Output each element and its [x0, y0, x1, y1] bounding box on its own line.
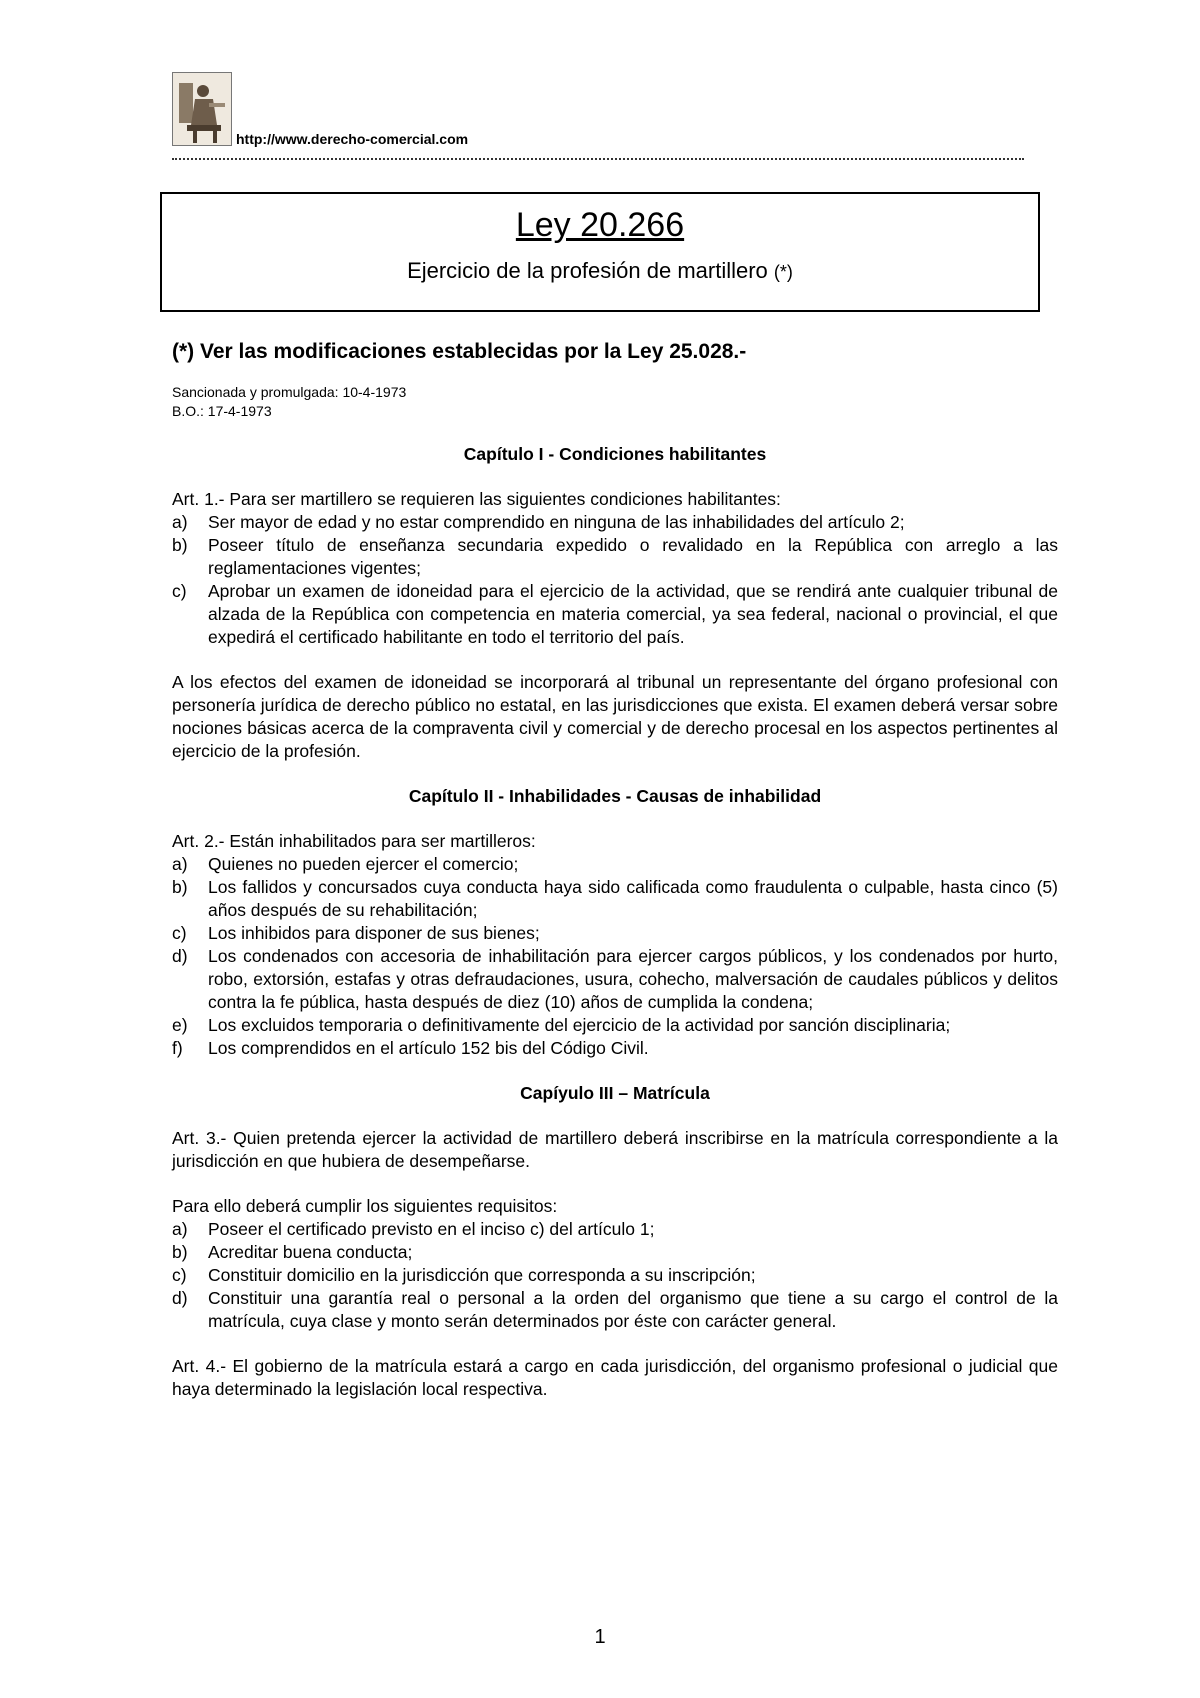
list-item — [172, 511, 1058, 534]
document-body — [172, 340, 1058, 1401]
law-subtitle-text: Ejercicio de la profesión de martillero — [407, 258, 768, 283]
list-item-label: c) — [172, 1265, 187, 1285]
header-url-link[interactable]: http://www.derecho-comercial.com — [236, 131, 469, 147]
modification-note: (*) Ver las modificaciones establecidas por la Ley 25.028.- — [172, 340, 747, 363]
list-item — [172, 1264, 1058, 1287]
list-item-label: d) — [172, 946, 188, 966]
chapter-2-heading: Capítulo II - Inhabilidades - Causas de inhabilidad — [408, 786, 822, 806]
page-number: 1 — [594, 1626, 606, 1648]
list-item — [172, 922, 1058, 945]
list-item — [172, 1014, 1058, 1037]
list-item-text: Quienes no pueden ejercer el comercio; — [208, 854, 519, 874]
list-item — [172, 945, 1058, 1014]
list-item-label: c) — [172, 581, 187, 601]
list-item-text: Poseer el certificado previsto en el inciso c) del artículo 1; — [208, 1219, 655, 1239]
chapter-3-heading: Capíyulo III – Matrícula — [520, 1083, 710, 1103]
chapter-1-heading: Capítulo I - Condiciones habilitantes — [463, 444, 767, 464]
list-item-label: a) — [172, 854, 188, 874]
art-2-list — [172, 853, 1058, 1060]
list-item — [172, 1241, 1058, 1264]
sanction-date: Sancionada y promulgada: 10-4-1973 — [172, 384, 407, 400]
list-item-label: c) — [172, 923, 187, 943]
list-item-text: Aprobar un examen de idoneidad para el ejercicio de la actividad, que se rendirá ante cualquier tribunal de alzada de la República con competencia en materia comercial, ya sea federal, nacional o provincial, el que expedirá el certificado habilitante en todo el territorio del país. — [208, 581, 1058, 647]
list-item-text: Constituir domicilio en la jurisdicción que corresponda a su inscripción; — [208, 1265, 756, 1285]
art-3-text: Art. 3.- Quien pretenda ejercer la actividad de martillero deberá inscribirse en la matrícula correspondiente a la jurisdicción en que hubiera de desempeñarse. — [172, 1128, 1058, 1171]
art-2-intro: Art. 2.- Están inhabilitados para ser martilleros: — [172, 831, 536, 851]
art-4-text: Art. 4.- El gobierno de la matrícula estará a cargo en cada jurisdicción, del organismo profesional o judicial que haya determinado la legislación local respectiva. — [172, 1356, 1058, 1399]
list-item — [172, 853, 1058, 876]
list-item-text: Los condenados con accesoria de inhabilitación para ejercer cargos públicos, y los condenados por hurto, robo, extorsión, estafas y otras defraudaciones, usura, cohecho, malversación de caudales públicos y delitos contra la fe pública, hasta después de diez (10) años de cumplida la condena; — [208, 946, 1058, 1012]
list-item-label: e) — [172, 1015, 188, 1035]
site-logo — [172, 72, 232, 146]
list-item-label: b) — [172, 1242, 188, 1262]
list-item-label: a) — [172, 1219, 188, 1239]
list-item-text: Los fallidos y concursados cuya conducta haya sido calificada como fraudulenta o culpable, hasta cinco (5) años después de su rehabilitación; — [208, 877, 1058, 920]
law-subtitle — [162, 256, 1038, 287]
list-item-text: Poseer título de enseñanza secundaria expedido o revalidado en la República con arreglo a las reglamentaciones vigentes; — [208, 535, 1058, 578]
list-item-text: Los excluidos temporaria o definitivamente del ejercicio de la actividad por sanción disciplinaria; — [208, 1015, 951, 1035]
law-title: Ley 20.266 — [515, 206, 685, 244]
list-item-text: Acreditar buena conducta; — [208, 1242, 413, 1262]
list-item-text: Constituir una garantía real o personal a la orden del organismo que tiene a su cargo el control de la matrícula, cuya clase y monto serán determinados por éste con carácter general. — [208, 1288, 1058, 1331]
requirements-intro: Para ello deberá cumplir los siguientes requisitos: — [172, 1196, 558, 1216]
title-box — [160, 192, 1040, 312]
list-item-text: Ser mayor de edad y no estar comprendido en ninguna de las inhabilidades del artículo 2; — [208, 512, 905, 532]
list-item-label: d) — [172, 1288, 188, 1308]
list-item — [172, 1218, 1058, 1241]
list-item-text: Los inhibidos para disponer de sus bienes; — [208, 923, 540, 943]
art-1-paragraph: A los efectos del examen de idoneidad se incorporará al tribunal un representante del órgano profesional con personería jurídica de derecho público no estatal, en las jurisdicciones que exista. El examen deberá versar sobre nociones básicas acerca de la compraventa civil y comercial y de derecho procesal en los aspectos pertinentes al ejercicio de la profesión. — [172, 672, 1058, 761]
art-1-intro: Art. 1.- Para ser martillero se requieren las siguientes condiciones habilitantes: — [172, 489, 781, 509]
art-1-list — [172, 511, 1058, 649]
list-item — [172, 1287, 1058, 1333]
list-item-label: b) — [172, 535, 188, 555]
list-item-label: a) — [172, 512, 188, 532]
bo-date: B.O.: 17-4-1973 — [172, 403, 272, 419]
list-item — [172, 1037, 1058, 1060]
list-item — [172, 534, 1058, 580]
list-item-text: Los comprendidos en el artículo 152 bis del Código Civil. — [208, 1038, 649, 1058]
list-item — [172, 876, 1058, 922]
header-divider — [172, 158, 1024, 160]
law-subtitle-note: (*) — [773, 262, 793, 282]
logo-illustration-icon — [173, 73, 231, 145]
art-3-list — [172, 1218, 1058, 1333]
list-item — [172, 580, 1058, 649]
list-item-label: f) — [172, 1038, 183, 1058]
list-item-label: b) — [172, 877, 188, 897]
